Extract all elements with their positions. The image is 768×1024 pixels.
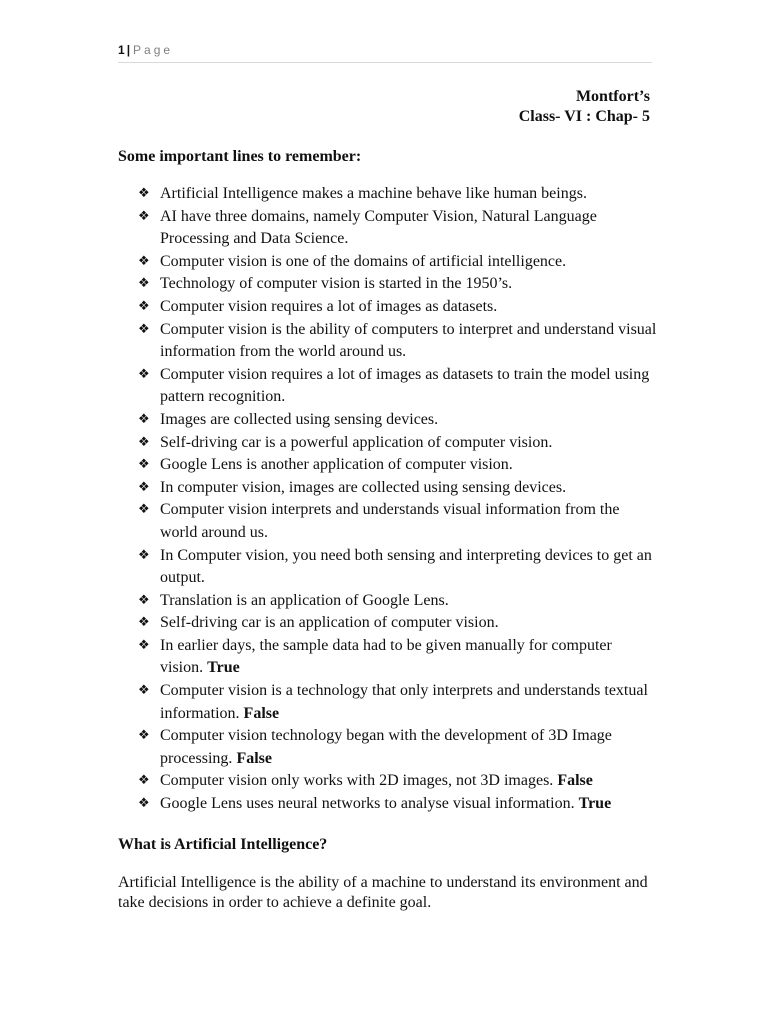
list-item (118, 206, 658, 251)
list-item (118, 296, 658, 319)
list-item (118, 183, 658, 206)
list-item-text: Computer vision requires a lot of images as datasets to train the model using pattern recognition. (160, 365, 650, 406)
diamond-bullet-icon: ❖ (138, 728, 150, 744)
page-number: 1 (118, 43, 125, 57)
list-item-text: Technology of computer vision is started in the 1950’s. (160, 275, 513, 293)
list-item-text: Computer vision is a technology that only interprets and understands textual information. (160, 682, 648, 722)
answer-label: False (236, 749, 272, 767)
important-lines-list (118, 183, 658, 816)
list-item-text: In earlier days, the sample data had to be given manually for computer vision. (160, 636, 612, 677)
document-heading (519, 87, 650, 127)
list-item-text: Self-driving car is a powerful application of computer vision. (160, 433, 553, 451)
list-item (118, 319, 658, 364)
answer-label: False (557, 772, 593, 790)
diamond-bullet-icon: ❖ (138, 321, 150, 337)
answer-label: True (578, 795, 612, 813)
list-item (118, 409, 658, 432)
list-item (118, 432, 658, 455)
list-item (118, 635, 658, 680)
diamond-bullet-icon: ❖ (138, 457, 150, 473)
list-item-text: In computer vision, images are collected using sensing devices. (160, 478, 567, 496)
diamond-bullet-icon: ❖ (138, 773, 150, 789)
diamond-bullet-icon: ❖ (138, 479, 150, 495)
list-item (118, 770, 658, 793)
list-item-text: Google Lens is another application of computer vision. (160, 456, 513, 474)
diamond-bullet-icon: ❖ (138, 208, 150, 224)
diamond-bullet-icon: ❖ (138, 366, 150, 382)
diamond-bullet-icon: ❖ (138, 592, 150, 608)
list-item (118, 590, 658, 613)
page-header (118, 42, 652, 63)
list-item (118, 680, 658, 725)
list-item (118, 251, 658, 274)
list-item-text: Self-driving car is an application of computer vision. (160, 614, 499, 632)
list-item-text: Computer vision interprets and understands visual information from the world around us. (160, 501, 620, 541)
diamond-bullet-icon: ❖ (138, 253, 150, 269)
list-item-text: Images are collected using sensing devices. (160, 410, 439, 428)
section-title-important-lines: Some important lines to remember: (118, 148, 362, 165)
diamond-bullet-icon: ❖ (138, 637, 150, 653)
diamond-bullet-icon: ❖ (138, 796, 150, 812)
list-item (118, 273, 658, 296)
list-item-text: AI have three domains, namely Computer Vision, Natural Language Processing and Data Science. (160, 207, 597, 248)
list-item-text: Translation is an application of Google Lens. (160, 591, 449, 609)
page-word: Page (133, 43, 174, 57)
list-item (118, 454, 658, 477)
list-item (118, 364, 658, 409)
list-item-text: Computer vision only works with 2D images, not 3D images. (160, 772, 558, 790)
diamond-bullet-icon: ❖ (138, 186, 150, 201)
list-item (118, 499, 658, 544)
diamond-bullet-icon: ❖ (138, 276, 150, 292)
ai-definition-paragraph: Artificial Intelligence is the ability of a machine to understand its environment and take decisions in order to achieve a definite goal. (118, 874, 648, 911)
list-item-text: Computer vision requires a lot of images as datasets. (160, 297, 498, 315)
list-item (118, 477, 658, 500)
page-separator: | (126, 43, 131, 57)
list-item-text: Computer vision technology began with the development of 3D Image processing. (160, 727, 612, 767)
diamond-bullet-icon: ❖ (138, 615, 150, 631)
class-chapter: Class- VI : Chap- 5 (518, 108, 650, 125)
answer-label: False (243, 704, 280, 722)
diamond-bullet-icon: ❖ (138, 434, 150, 450)
list-item-text: Computer vision is the ability of computers to interpret and understand visual information from the world around us. (160, 320, 657, 361)
list-item-text: Computer vision is one of the domains of artificial intelligence. (160, 252, 567, 270)
list-item (118, 793, 658, 816)
school-name: Montfort’s (575, 88, 650, 105)
diamond-bullet-icon: ❖ (138, 411, 150, 427)
list-item (118, 612, 658, 635)
section-title-what-is-ai: What is Artificial Intelligence? (118, 836, 328, 853)
answer-label: True (207, 659, 240, 677)
diamond-bullet-icon: ❖ (138, 502, 150, 518)
diamond-bullet-icon: ❖ (138, 547, 150, 563)
list-item-text: In Computer vision, you need both sensing and interpreting devices to get an output. (160, 546, 652, 587)
list-item (118, 545, 658, 590)
diamond-bullet-icon: ❖ (138, 683, 150, 699)
list-item (118, 725, 658, 770)
list-item-text: Google Lens uses neural networks to analyse visual information. (160, 795, 579, 813)
list-item-text: Artificial Intelligence makes a machine behave like human beings. (160, 185, 587, 202)
diamond-bullet-icon: ❖ (138, 298, 150, 314)
